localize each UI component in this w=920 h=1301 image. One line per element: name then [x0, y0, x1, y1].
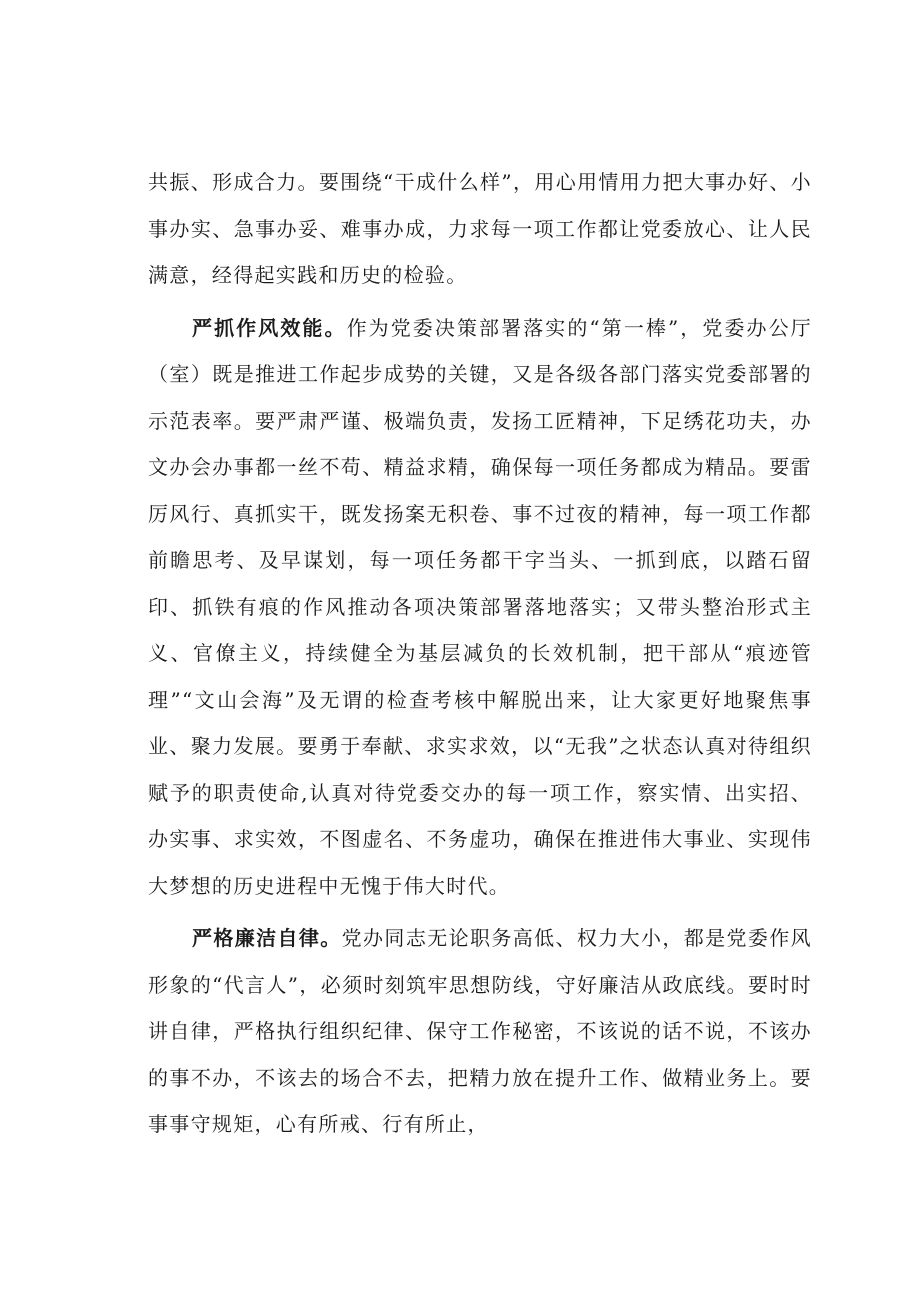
paragraph-work-style	[148, 305, 812, 910]
paragraph-body: 党办同志无论职务高低、权力大小，都是党委作风形象的“代言人”，必须时刻筑牢思想防线，守好廉洁从政底线。要时时讲自律，严格执行组织纪律、保守工作秘密，不该说的话不说，不该办的事不办，不该去的场合不去，把精力放在提升工作、做精业务上。要事事守规矩，心有所戒、行有所止，	[148, 926, 812, 1136]
document-page	[148, 159, 812, 1154]
paragraph-body: 作为党委决策部署落实的“第一棒”，党委办公厅（室）既是推进工作起步成势的关键，又是各级各部门落实党委部署的示范表率。要严肃严谨、极端负责，发扬工匠精神，下足绣花功夫，办文办会办事都一丝不苟、精益求精，确保每一项任务都成为精品。要雷厉风行、真抓实干，既发扬案无积卷、事不过夜的精神，每一项工作都前瞻思考、及早谋划，每一项任务都干字当头、一抓到底，以踏石留印、抓铁有痕的作风推动各项决策部署落地落实；又带头整治形式主义、官僚主义，持续健全为基层减负的长效机制，把干部从“痕迹管理”“文山会海”及无谓的检查考核中解脱出来，让大家更好地聚焦事业、聚力发展。要勇于奉献、求实求效，以“无我”之状态认真对待组织赋予的职责使命,认真对待党委交办的每一项工作，察实情、出实招、办实事、求实效，不图虚名、不务虚功，确保在推进伟大事业、实现伟大梦想的历史进程中无愧于伟大时代。	[148, 315, 812, 898]
paragraph-integrity	[148, 915, 812, 1148]
paragraph-body: 共振、形成合力。要围绕“干成什么样”，用心用情用力把大事办好、小事办实、急事办妥、难事办成，力求每一项工作都让党委放心、让人民满意，经得起实践和历史的检验。	[148, 170, 812, 287]
paragraph-lead: 严抓作风效能。	[192, 315, 347, 340]
paragraph-continuation	[148, 159, 812, 299]
paragraph-lead: 严格廉洁自律。	[192, 926, 342, 950]
